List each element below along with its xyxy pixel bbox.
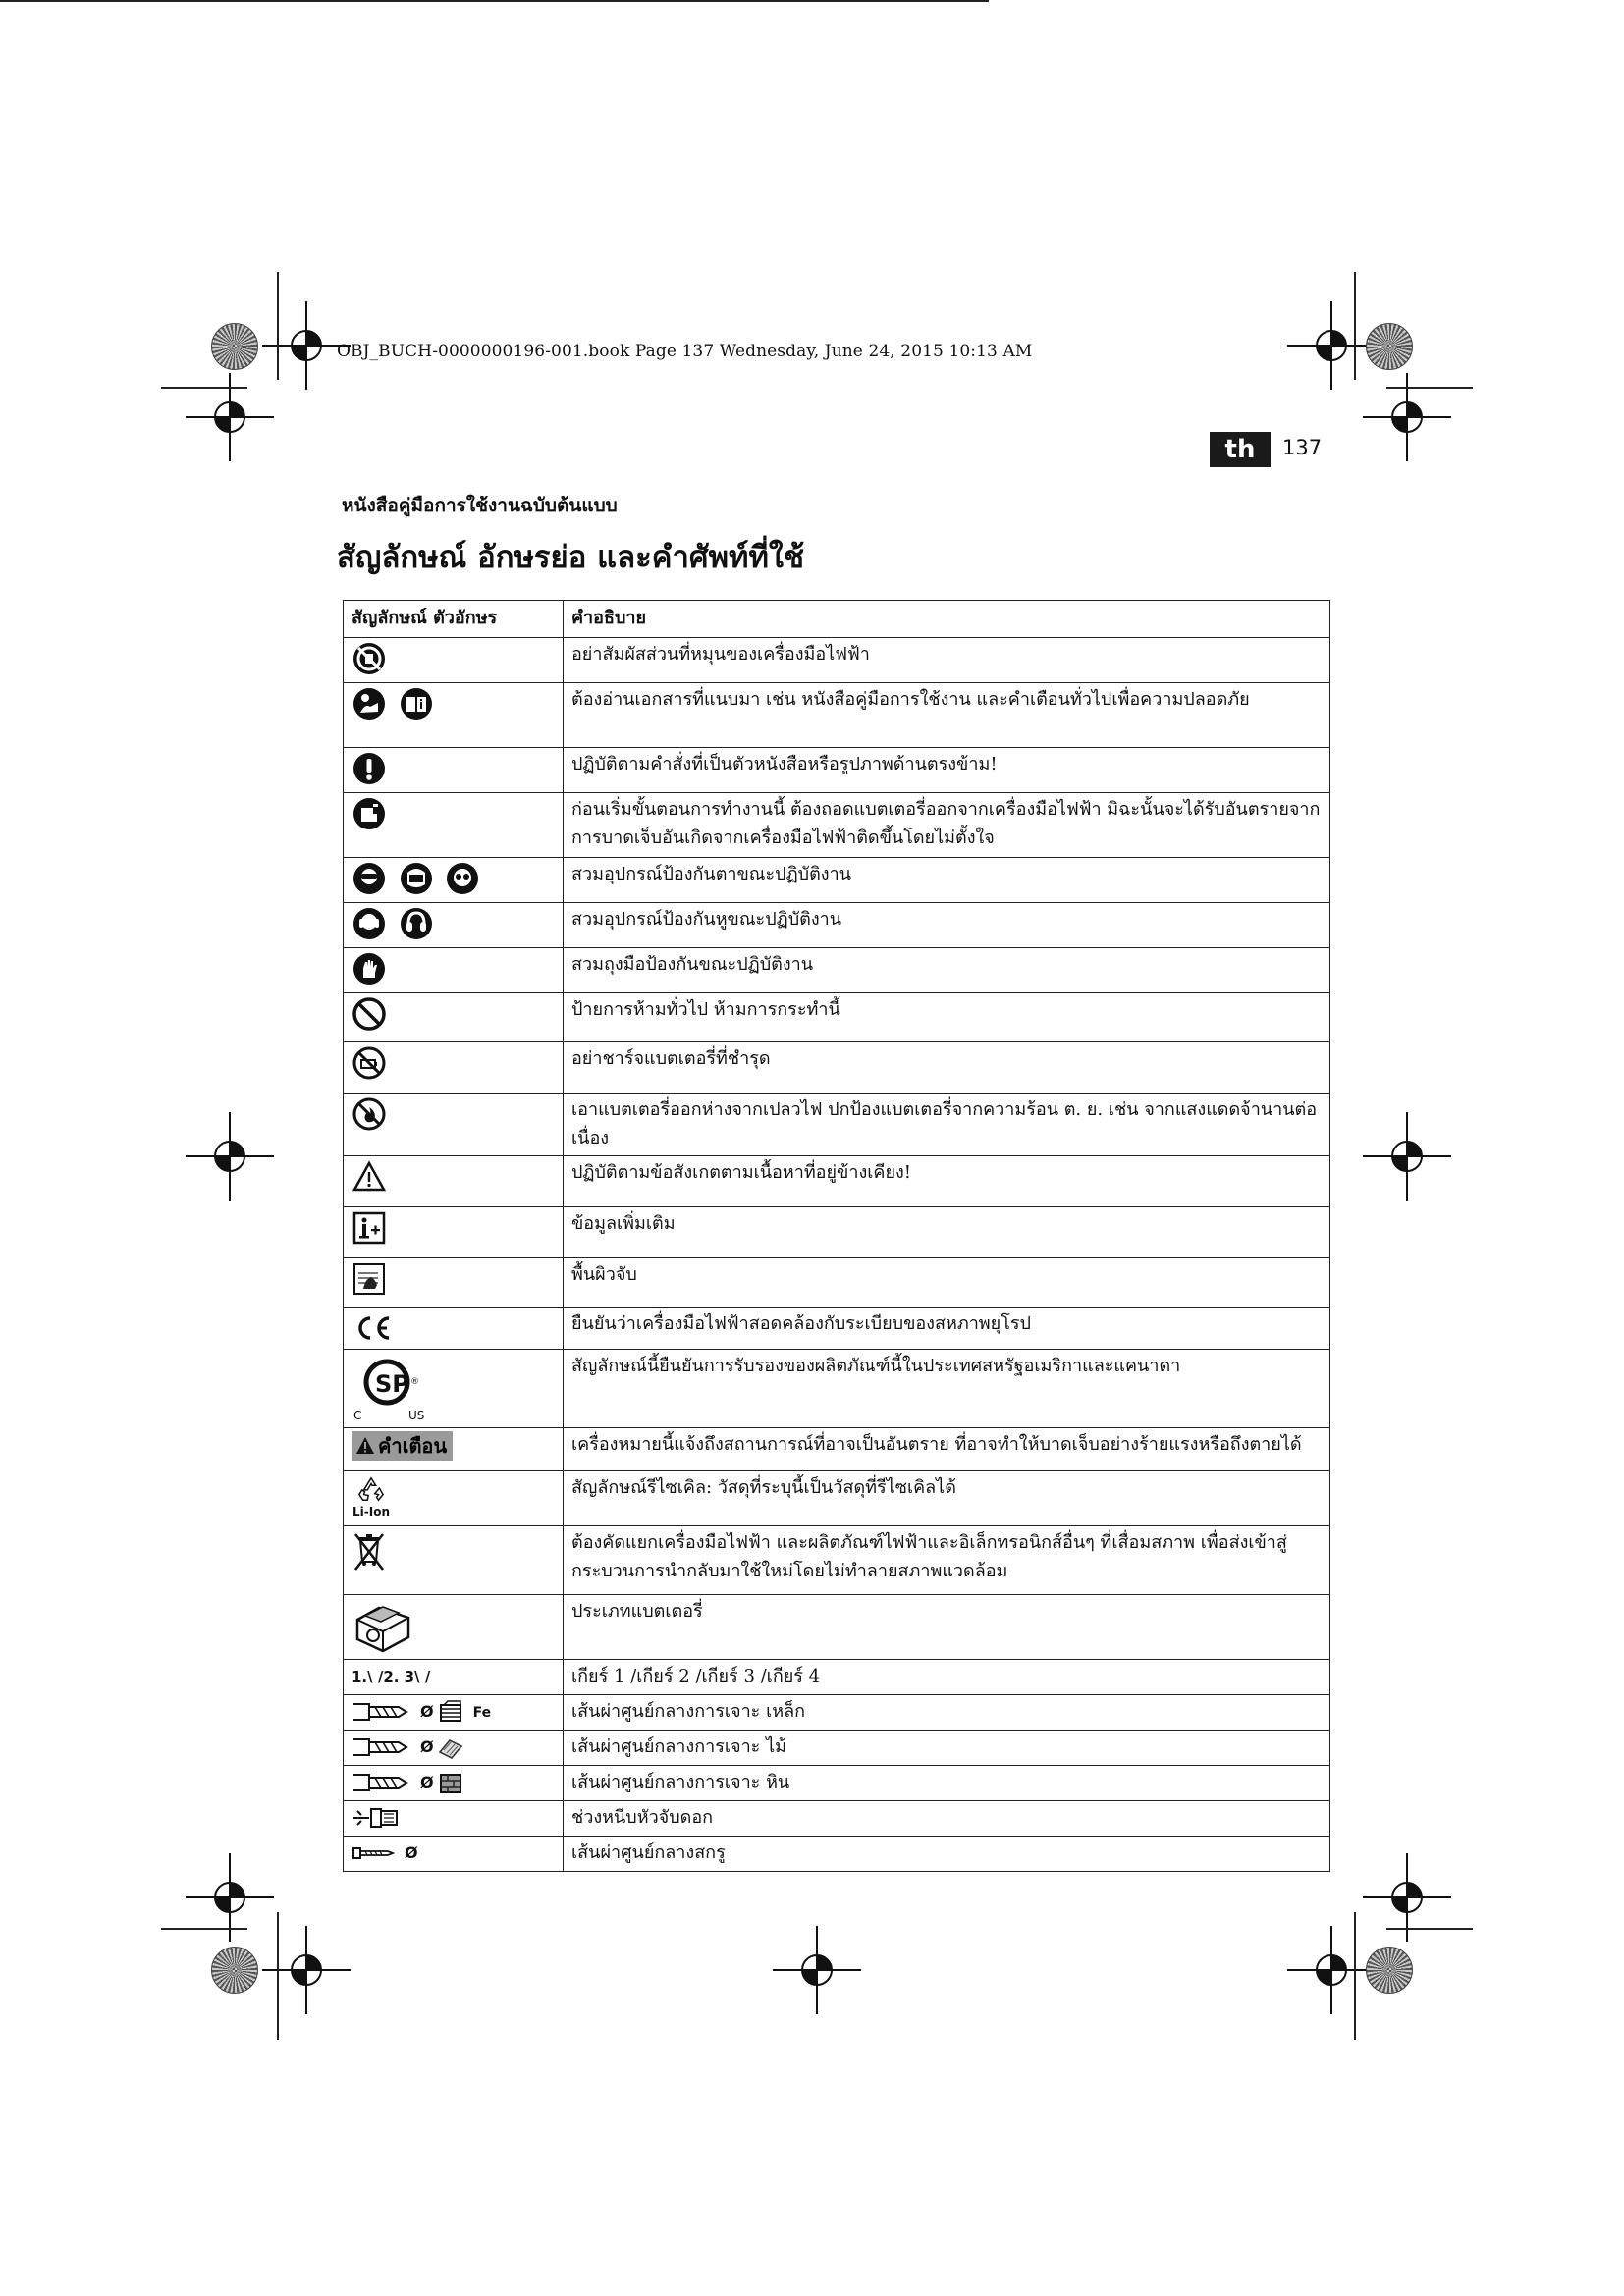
description-cell: ต้องคัดแยกเครื่องมือไฟฟ้า และผลิตภัณฑ์ไฟฟ้าและอิเล็กทรอนิกส์อื่นๆ ที่เสื่อมสภาพ เพื่อส่งเข้าสู่กระบวนการนำกลับมาใช้ใหม่โดยไม่ทำลายสภาพแวดล้อม [564, 1526, 1330, 1595]
symbol-cell [344, 1837, 564, 1872]
symbol-cell [344, 1471, 564, 1526]
table-row [344, 1837, 1330, 1872]
symbol-cell [344, 1207, 564, 1258]
table-row [344, 1595, 1330, 1660]
drill-bit-icon [352, 1700, 410, 1724]
print-file-header: OBJ_BUCH-0000000196-001.book Page 137 Wednesday, June 24, 2015 10:13 AM [337, 342, 1033, 361]
symbol-cell [344, 1526, 564, 1595]
color-bar-wheel-icon [1366, 1947, 1413, 1994]
symbol-cell [344, 1308, 564, 1350]
read-instructions-icon [352, 686, 387, 721]
crop-mark [277, 1912, 279, 2040]
stone-material-icon [438, 1770, 463, 1795]
symbol-cell [344, 1041, 564, 1093]
symbol-cell [344, 1350, 564, 1428]
screw-diameter-icon [352, 1843, 395, 1863]
svg-text:US: US [408, 1409, 425, 1422]
description-cell: ปฏิบัติตามข้อสังเกตตามเนื้อหาที่อยู่ข้างเคียง! [564, 1156, 1330, 1207]
no-heat-battery-icon [352, 1096, 387, 1132]
eye-protection-icon [352, 861, 387, 896]
symbol-cell [344, 947, 564, 992]
description-cell: สวมอุปกรณ์ป้องกันตาขณะปฏิบัติงาน [564, 857, 1330, 902]
description-cell: อย่าสัมผัสส่วนที่หมุนของเครื่องมือไฟฟ้า [564, 637, 1330, 682]
description-cell: เส้นผ่าศูนย์กลางการเจาะ ไม้ [564, 1731, 1330, 1766]
table-row [344, 947, 1330, 992]
table-row [344, 1258, 1330, 1308]
page-number: 137 [1282, 436, 1323, 459]
table-row [344, 1308, 1330, 1350]
header-symbol: สัญลักษณ์ ตัวอักษร [344, 601, 564, 638]
symbol-cell [344, 857, 564, 902]
description-cell: สวมอุปกรณ์ป้องกันหูขณะปฏิบัติงาน [564, 902, 1330, 947]
weee-bin-icon [352, 1529, 387, 1575]
table-row [344, 637, 1330, 682]
symbol-cell [344, 792, 564, 857]
table-row [344, 1207, 1330, 1258]
document-subtitle: หนังสือคู่มือการใช้งานฉบับต้นแบบ [342, 495, 618, 516]
diameter-symbol: Ø [405, 1843, 418, 1863]
symbol-cell [344, 1766, 564, 1801]
description-cell: ต้องอ่านเอกสารที่แนบมา เช่น หนังสือคู่มือการใช้งาน และคำเตือนทั่วไปเพื่อความปลอดภัย [564, 682, 1330, 747]
svg-text:®: ® [410, 1377, 419, 1388]
section-title: สัญลักษณ์ อักษรย่อ และคำศัพท์ที่ใช้ [337, 540, 805, 575]
table-row [344, 1766, 1330, 1801]
description-cell: สวมถุงมือป้องกันขณะปฏิบัติงาน [564, 947, 1330, 992]
symbol-cell [344, 682, 564, 747]
gear-selection-icon: 1.\ /2. 3\ / [352, 1668, 431, 1686]
ear-muffs-icon [399, 906, 434, 941]
description-cell: เกียร์ 1 /เกียร์ 2 /เกียร์ 3 /เกียร์ 4 [564, 1660, 1330, 1695]
symbol-cell [344, 1258, 564, 1308]
battery-pack-icon [352, 1598, 414, 1655]
remove-battery-icon [352, 796, 387, 831]
symbol-cell [344, 747, 564, 792]
crop-mark [161, 1928, 247, 1930]
diameter-symbol: Ø [420, 1702, 434, 1722]
language-badge: th [1210, 432, 1271, 467]
fe-label: Fe [472, 1705, 492, 1722]
diameter-symbol: Ø [420, 1773, 434, 1792]
symbol-cell [344, 992, 564, 1041]
description-cell: เส้นผ่าศูนย์กลางสกรู [564, 1837, 1330, 1872]
description-cell: เครื่องหมายนี้แจ้งถึงสถานการณ์ที่อาจเป็นอันตราย ที่อาจทำให้บาดเจ็บอย่างร้ายแรงหรือถึงตายได้ [564, 1428, 1330, 1471]
symbols-table [343, 600, 1330, 1872]
header-rule [0, 0, 989, 2]
color-bar-wheel-icon [211, 323, 258, 370]
description-cell: ประเภทแบตเตอรี่ [564, 1595, 1330, 1660]
table-row [344, 1471, 1330, 1526]
table-row [344, 747, 1330, 792]
ear-protection-icon [352, 906, 387, 941]
warning-triangle-icon [352, 1159, 387, 1195]
crop-mark [1386, 387, 1473, 389]
registration-mark-icon [1363, 1112, 1451, 1201]
crop-mark [1386, 1928, 1473, 1930]
gloves-icon [352, 951, 387, 987]
diameter-symbol: Ø [420, 1737, 434, 1757]
crop-mark [161, 387, 247, 389]
color-bar-wheel-icon [1366, 323, 1413, 370]
description-cell: ปฏิบัติตามคำสั่งที่เป็นตัวหนังสือหรือรูปภาพด้านตรงข้าม! [564, 747, 1330, 792]
table-row [344, 1660, 1330, 1695]
symbol-cell [344, 1801, 564, 1837]
crop-mark [1354, 1912, 1356, 2040]
crop-mark [1354, 272, 1356, 380]
description-cell: ป้ายการห้ามทั่วไป ห้ามการกระทำนี้ [564, 992, 1330, 1041]
table-row [344, 1156, 1330, 1207]
description-cell: พื้นผิวจับ [564, 1258, 1330, 1308]
symbol-cell [344, 1660, 564, 1695]
warning-label-text: คำเตือน [378, 1434, 448, 1459]
crop-mark [277, 272, 279, 380]
table-row [344, 1350, 1330, 1428]
mandatory-exclamation-icon [352, 751, 387, 786]
table-row [344, 792, 1330, 857]
warning-label-icon [352, 1431, 453, 1461]
drill-bit-icon [352, 1735, 410, 1759]
safety-goggles-icon [445, 861, 480, 896]
table-row [344, 857, 1330, 902]
symbol-cell [344, 1428, 564, 1471]
info-plus-icon [352, 1210, 387, 1246]
li-ion-label: Li-Ion [352, 1504, 390, 1519]
description-cell: ช่วงหนีบหัวจับดอก [564, 1801, 1330, 1837]
registration-mark-icon [1287, 1926, 1376, 2014]
header-description: คำอธิบาย [564, 601, 1330, 638]
table-row [344, 992, 1330, 1041]
registration-mark-icon [262, 1926, 351, 2014]
symbol-cell [344, 1156, 564, 1207]
description-cell: ยืนยันว่าเครื่องมือไฟฟ้าสอดคล้องกับระเบียบของสหภาพยุโรป [564, 1308, 1330, 1350]
symbol-cell [344, 637, 564, 682]
table-row [344, 1428, 1330, 1471]
table-row [344, 1041, 1330, 1093]
description-cell: สัญลักษณ์รีไซเคิล: วัสดุที่ระบุนี้เป็นวัสดุที่รีไซเคิลได้ [564, 1471, 1330, 1526]
table-row [344, 682, 1330, 747]
svg-text:C: C [353, 1409, 362, 1422]
description-cell: อย่าชาร์จแบตเตอรี่ที่ชำรุด [564, 1041, 1330, 1093]
symbol-cell [344, 902, 564, 947]
table-row [344, 1526, 1330, 1595]
wood-material-icon [438, 1735, 463, 1760]
table-row [344, 1695, 1330, 1731]
description-cell: สัญลักษณ์นี้ยืนยันการรับรองของผลิตภัณฑ์นี้ในประเทศสหรัฐอเมริกาและแคนาดา [564, 1350, 1330, 1428]
table-row [344, 1093, 1330, 1156]
grip-surface-icon [352, 1261, 387, 1297]
description-cell: เส้นผ่าศูนย์กลางการเจาะ หิน [564, 1766, 1330, 1801]
registration-mark-icon [186, 1112, 274, 1201]
table-header-row [344, 601, 1330, 638]
steel-material-icon [438, 1699, 463, 1725]
no-touch-rotating-icon [352, 641, 387, 676]
color-bar-wheel-icon [211, 1947, 258, 1994]
symbol-cell [344, 1695, 564, 1731]
chuck-range-icon [352, 1805, 401, 1831]
table-row [344, 1801, 1330, 1837]
no-charge-damaged-battery-icon [352, 1045, 387, 1081]
symbol-cell [344, 1093, 564, 1156]
ce-mark-icon [352, 1310, 395, 1346]
manual-book-icon [399, 686, 434, 721]
prohibition-icon [352, 996, 387, 1032]
svg-text:SP: SP [375, 1370, 409, 1399]
symbol-cell [344, 1595, 564, 1660]
registration-mark-icon [773, 1926, 861, 2014]
description-cell: เส้นผ่าศูนย์กลางการเจาะ เหล็ก [564, 1695, 1330, 1731]
description-cell: เอาแบตเตอรี่ออกห่างจากเปลวไฟ ปกป้องแบตเตอรี่จากความร้อน ต. ย. เช่น จากแสงแดดจ้านานต่อเนื่อง [564, 1093, 1330, 1156]
face-shield-icon [399, 861, 434, 896]
table-row [344, 1731, 1330, 1766]
table-row [344, 902, 1330, 947]
recycle-li-ion-icon [352, 1474, 391, 1522]
csa-mark-icon [352, 1353, 430, 1421]
description-cell: ข้อมูลเพิ่มเติม [564, 1207, 1330, 1258]
description-cell: ก่อนเริ่มขั้นตอนการทำงานนี้ ต้องถอดแบตเตอรี่ออกจากเครื่องมือไฟฟ้า มิฉะนั้นจะได้รับอันตรายจากการบาดเจ็บอันเกิดจากเครื่องมือไฟฟ้าติดขึ้นโดยไม่ตั้งใจ [564, 792, 1330, 857]
drill-bit-icon [352, 1771, 410, 1794]
symbol-cell [344, 1731, 564, 1766]
